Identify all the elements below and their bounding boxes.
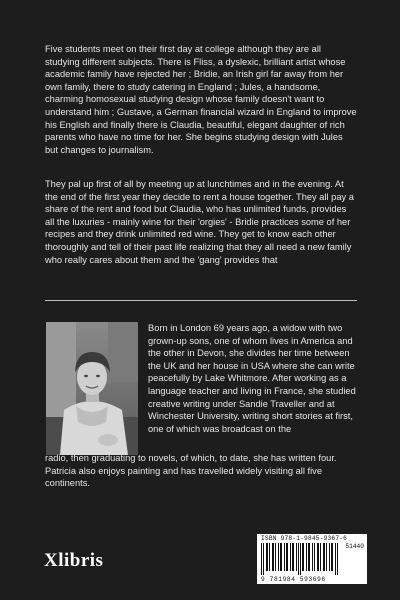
author-bio-continued: radio, then graduating to novels, of which, to date, she has written four. Patricia also enjoys painting and has travelled widely visiting all five continents. (45, 453, 337, 489)
synopsis-paragraph-1: Five students meet on their first day at college although they are all studying different subjects. There is Fliss, a dyslexic, brilliant artist whose academic family have rejected her ; Bridie, an Irish girl far away from her own family, there to study catering in England ; Jules, a handsome, charming homosexual studying design whose family doesn't want to understand him ; Gustave, a German financial wizard in England to improve his English and finally there is Claudia, beautiful, elegant daughter of rich parents who have no time for her. She begins studying design with Jules but changes to journalism. (45, 44, 357, 155)
author-bio: Born in London 69 years ago, a widow with two grown-up sons, one of whom lives in America and the other in Devon, she divides her time between the UK and her house in USA where she can write peacefully by Lake Whitmore. After working as a language teacher and living in France, she studied creative writing under Sandie Traveller and at Winchester University, writing short stories at first, one of which was broadcast on the (148, 323, 356, 434)
isbn-label: ISBN 978-1-9845-9367-6 (261, 535, 348, 542)
publisher-logo: Xlibris (44, 550, 104, 571)
isbn-barcode (257, 534, 367, 584)
synopsis-paragraph-2: They pal up first of all by meeting up at lunchtimes and in the evening. At the end of the first year they decide to rent a house together. They all pay a share of the rent and food but Claudia, who has unlimited funds, provides all the luxuries - mainly wine for their 'orgies' - Bridie practices some of her recipes and they drink unlimited red wine. They get to know each other thoroughly and tell of their past life realizing that they all need a new family who really cares about them and the 'gang' provides that (45, 179, 354, 265)
author-portrait-image (46, 322, 138, 455)
ean-digits: 9 781984 593696 (261, 576, 326, 583)
divider (45, 300, 357, 301)
barcode-bars (261, 543, 339, 575)
price-code: 51440 (345, 543, 364, 550)
author-photo (46, 322, 138, 455)
